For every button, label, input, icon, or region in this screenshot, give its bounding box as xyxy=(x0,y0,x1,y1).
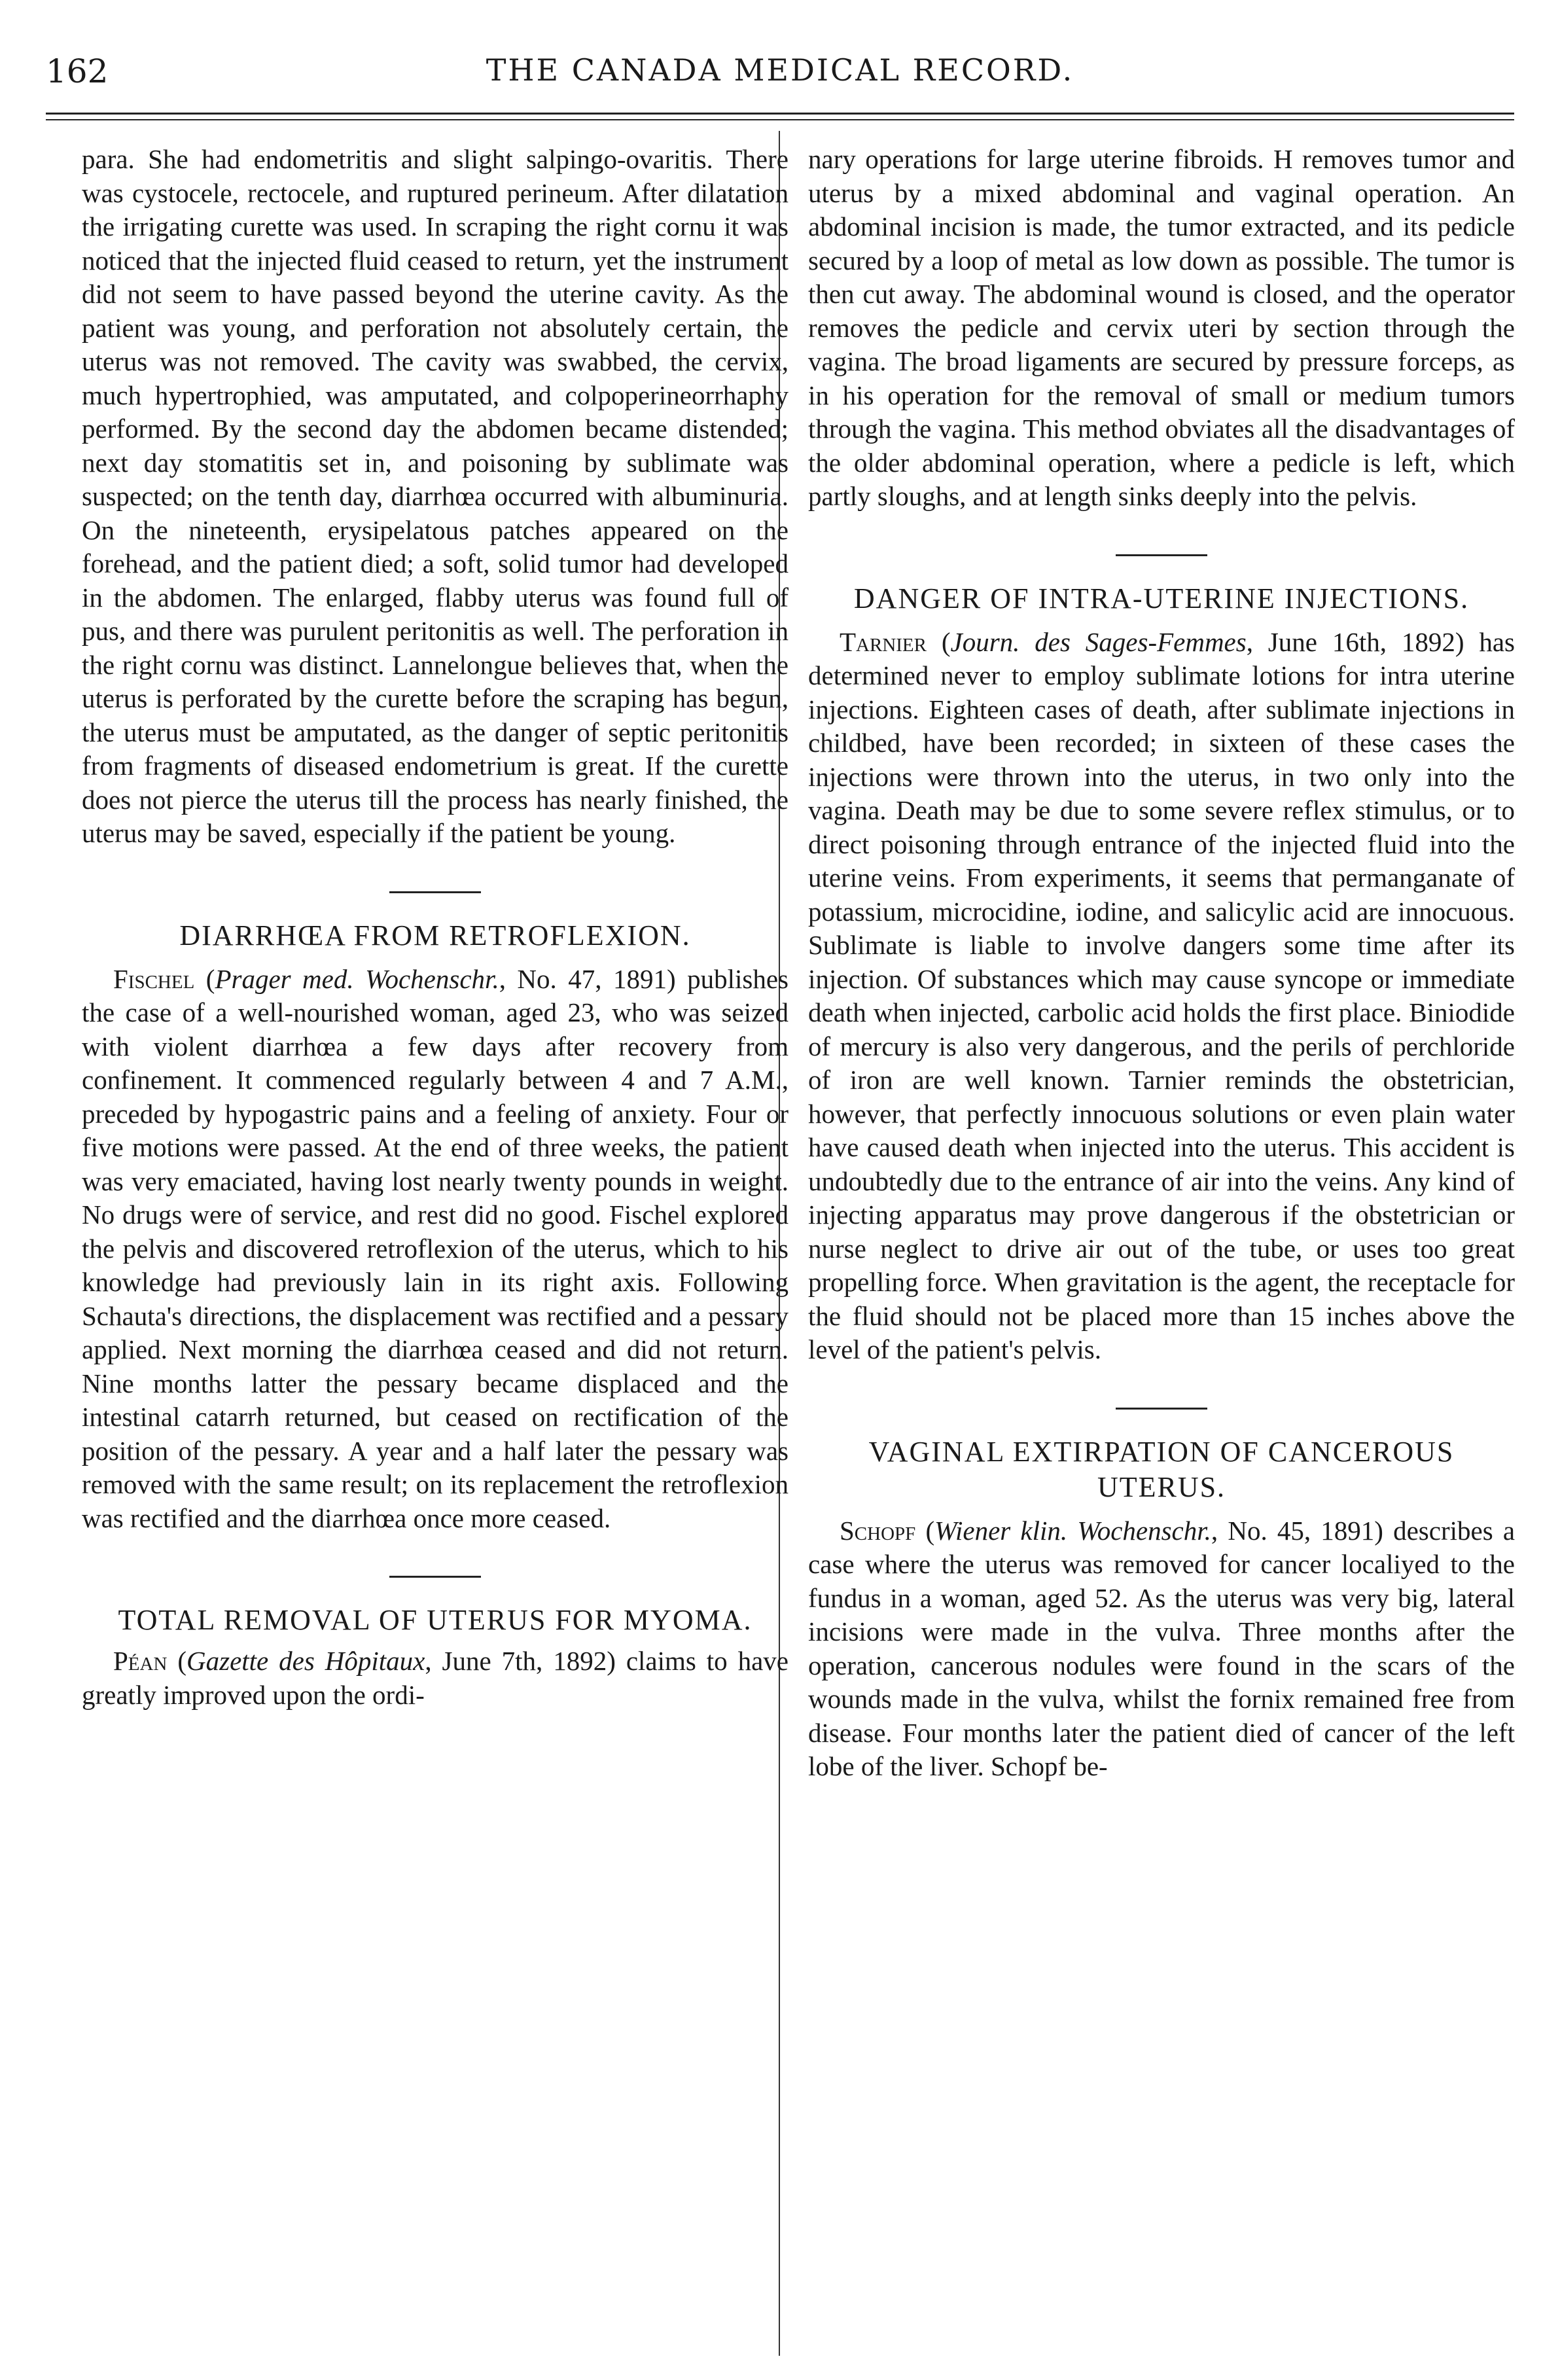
left-column xyxy=(82,143,789,1712)
author-name: Schopf xyxy=(840,1515,916,1546)
journal-title: THE CANADA MEDICAL RECORD. xyxy=(486,52,1074,88)
section-title: DANGER OF INTRA-UTERINE INJECTIONS. xyxy=(853,582,1470,614)
page-number: 162 xyxy=(46,52,109,90)
paragraph-body: claims to have greatly improved upon the ordi- xyxy=(82,1646,789,1710)
citation-journal: Prager med. Wochenschr. xyxy=(215,963,499,994)
section-title: TOTAL REMOVAL OF UTERUS FOR MYOMA. xyxy=(118,1604,753,1636)
header-rule-bottom xyxy=(46,119,1514,120)
right-column xyxy=(808,143,1515,1784)
citation-detail: , No. 45, 1891) xyxy=(1211,1515,1383,1546)
paragraph-body: describes a case where the uterus was removed for cancer localiyed to the fundus in a woman, aged 52. As the uterus was very big, lateral incisions were made in the vulva. Three months after the operation, cancerous nodules were found in the scars of the wounds made in the vulva, whilst the fornix remained free from disease. Four months later the patient died of cancer of the left lobe of the liver. Schopf be- xyxy=(808,1515,1516,1781)
citation-journal: Journ. des Sages-Femmes xyxy=(950,626,1247,657)
section-paragraph: Fischel (Prager med. Wochenschr., No. 47, 1891) publishes the case of a well-nourished woman, aged 23, who was seized with violent diarrhœa a few days after recovery from confinement. It commenced regularly between 4 and 7 A.M., preceded by hypogastric pains and a feeling of anxiety. Four or five motions were passed. At the end of three weeks, the patient was very emaciated, having lost nearly twenty pounds in weight. No drugs were of service, and rest did no good. Fischel explored the pelvis and discovered retroflexion of the uterus, which to his knowledge had previously lain in its right axis. Following Schauta's directions, the displacement was rectified and a pessary applied. Next morning the diarrhœa ceased and did not return. Nine months latter the pessary became displaced and the intestinal catarrh returned, but ceased on rectification of the position of the pessary. A year and a half later the pessary was removed with the same result; on its replacement the retroflexion was rectified and the diarrhœa once more ceased. xyxy=(82,963,789,1533)
paragraph-body: publishes the case of a well-nourished woman, aged 23, who was seized with violent diarrhœa a few days after recovery from confinement. It commenced regularly between 4 and 7 A.M., preceded by hypogastric pains and a feeling of anxiety. Four or five motions were passed. At the end of three weeks, the patient was very emaciated, having lost nearly twenty pounds in weight. No drugs were of service, and rest did no good. Fischel explored the pelvis and discovered retroflexion of the uterus, which to his knowledge had previously lain in its right axis. Following Schauta's directions, the displacement was rectified and a pessary applied. Next morning the diarrhœa ceased and did not return. Nine months latter the pessary became displaced and the intestinal catarrh returned, but ceased on rectification of the position of the pessary. A year and a half later the pessary was removed with the same result; on its replacement the retroflexion was rectified and the diarrhœa once more ceased. xyxy=(82,963,789,1533)
header-rule-top xyxy=(46,113,1514,115)
section-title: DIARRHŒA FROM RETROFLEXION. xyxy=(179,919,691,951)
author-name: Tarnier xyxy=(840,626,927,657)
citation-journal: Wiener klin. Wochenschr. xyxy=(934,1515,1211,1546)
citation-detail: , June 16th, 1892) xyxy=(1246,626,1464,657)
continued-paragraph: nary operations for large uterine fibroids. H removes tumor and uterus by a mixed abdominal and vaginal operation. An abdominal incision is made, the tumor extracted, and its pedicle secured by a loop of metal as low down as possible. The tumor is then cut away. The abdominal wound is closed, and the operator removes the pedicle and cervix uteri by section through the vagina. The broad ligaments are secured by pressure forceps, as in his operation for the removal of small or medium tumors through the vagina. This method obviates all the disadvantages of the older abdominal operation, where a pedicle is left, which partly sloughs, and at length sinks deeply into the pelvis. xyxy=(808,144,1515,511)
section-paragraph: Tarnier (Journ. des Sages-Femmes, June 16th, 1892) has determined never to employ sublimate lotions for intra uterine injections. Eighteen cases of death, after sublimate injections in childbed, have been recorded; in sixteen of these cases the injections were thrown into the uterus, in two only into the vagina. Death may be due to some severe reflex stimulus, or to direct poisoning through entrance of the injected fluid into the uterine veins. From experiments, it seems that permanganate of potassium, microcidine, iodine, and salicylic acid are innocuous. Sublimate is liable to involve dangers some time after its injection. Of substances which may cause syncope or immediate death when injected, carbolic acid holds the first place. Biniodide of mercury is also very dangerous, and the perils of perchloride of iron are well known. Tarnier reminds the obstetrician, however, that perfectly innocuous solutions or even plain water have caused death when injected into the uterus. This accident is undoubtedly due to the entrance of air into the veins. Any kind of injecting apparatus may prove dangerous if the obstetrician or nurse neglect to drive air out of the tube, or uses too great propelling force. When gravitation is the agent, the receptacle for the fluid should not be placed more than 15 inches above the level of the patient's pelvis. xyxy=(808,626,1516,1364)
paragraph-body: has determined never to employ sublimate lotions for intra uterine injections. Eighteen cases of death, after sublimate injections in childbed, have been recorded; in sixteen of these cases the injections were thrown into the uterus, in two only into the vagina. Death may be due to some severe reflex stimulus, or to direct poisoning through entrance of the injected fluid into the uterine veins. From experiments, it seems that permanganate of potassium, microcidine, iodine, and salicylic acid are innocuous. Sublimate is liable to involve dangers some time after its injection. Of substances which may cause syncope or immediate death when injected, carbolic acid holds the first place. Biniodide of mercury is also very dangerous, and the perils of perchloride of iron are well known. Tarnier reminds the obstetrician, however, that perfectly innocuous solutions or even plain water have caused death when injected into the uterus. This accident is undoubtedly due to the entrance of air into the veins. Any kind of injecting apparatus may prove dangerous if the obstetrician or nurse neglect to drive air out of the tube, or uses too great propelling force. When gravitation is the agent, the receptacle for the fluid should not be placed more than 15 inches above the level of the patient's pelvis. xyxy=(808,626,1516,1364)
citation-detail: , No. 47, 1891) xyxy=(499,963,676,994)
section-paragraph: Péan (Gazette des Hôpitaux, June 7th, 1892) claims to have greatly improved upon the ordi- xyxy=(82,1646,789,1710)
page-header xyxy=(46,52,1514,105)
continued-paragraph: para. She had endometritis and slight salpingo-ovaritis. There was cystocele, rectocele, and ruptured perineum. After dilatation the irrigating curette was used. In scraping the right cornu it was noticed that the injected fluid ceased to return, yet the instrument did not seem to have passed beyond the uterine cavity. As the patient was young, and perforation not absolutely certain, the uterus was not removed. The cavity was swabbed, the cervix, much hypertrophied, was amputated, and colpoperineorrhaphy performed. By the second day the abdomen became distended; next day stomatitis set in, and poisoning by sublimate was suspected; on the tenth day, diarrhœa occurred with albuminuria. On the nineteenth, erysipelatous patches appeared on the forehead, and the patient died; a soft, solid tumor had developed in the abdomen. The enlarged, flabby uterus was found full of pus, and there was purulent peritonitis as well. The perforation in the right cornu was distinct. Lannelongue believes that, when the uterus is perforated by the curette before the scraping has begun, the uterus must be amputated, as the danger of septic peritonitis from fragments of diseased endometrium is great. If the curette does not pierce the uterus till the process has nearly finished, the uterus may be saved, especially if the patient be young. xyxy=(82,144,789,848)
author-name: Fischel xyxy=(113,963,195,994)
section-title: VAGINAL EXTIRPATION OF CANCEROUS UTERUS. xyxy=(868,1435,1455,1503)
citation-detail: , June 7th, 1892) xyxy=(425,1646,616,1676)
citation-journal: Gazette des Hôpitaux xyxy=(186,1646,425,1676)
author-name: Péan xyxy=(113,1646,168,1676)
section-paragraph: Schopf (Wiener klin. Wochenschr., No. 45, 1891) describes a case where the uterus was removed for cancer localiyed to the fundus in a woman, aged 52. As the uterus was very big, lateral incisions were made in the vulva. Three months after the operation, cancerous nodules were found in the scars of the wounds made in the vulva, whilst the fornix remained free from disease. Four months later the patient died of cancer of the left lobe of the liver. Schopf be- xyxy=(808,1515,1516,1781)
